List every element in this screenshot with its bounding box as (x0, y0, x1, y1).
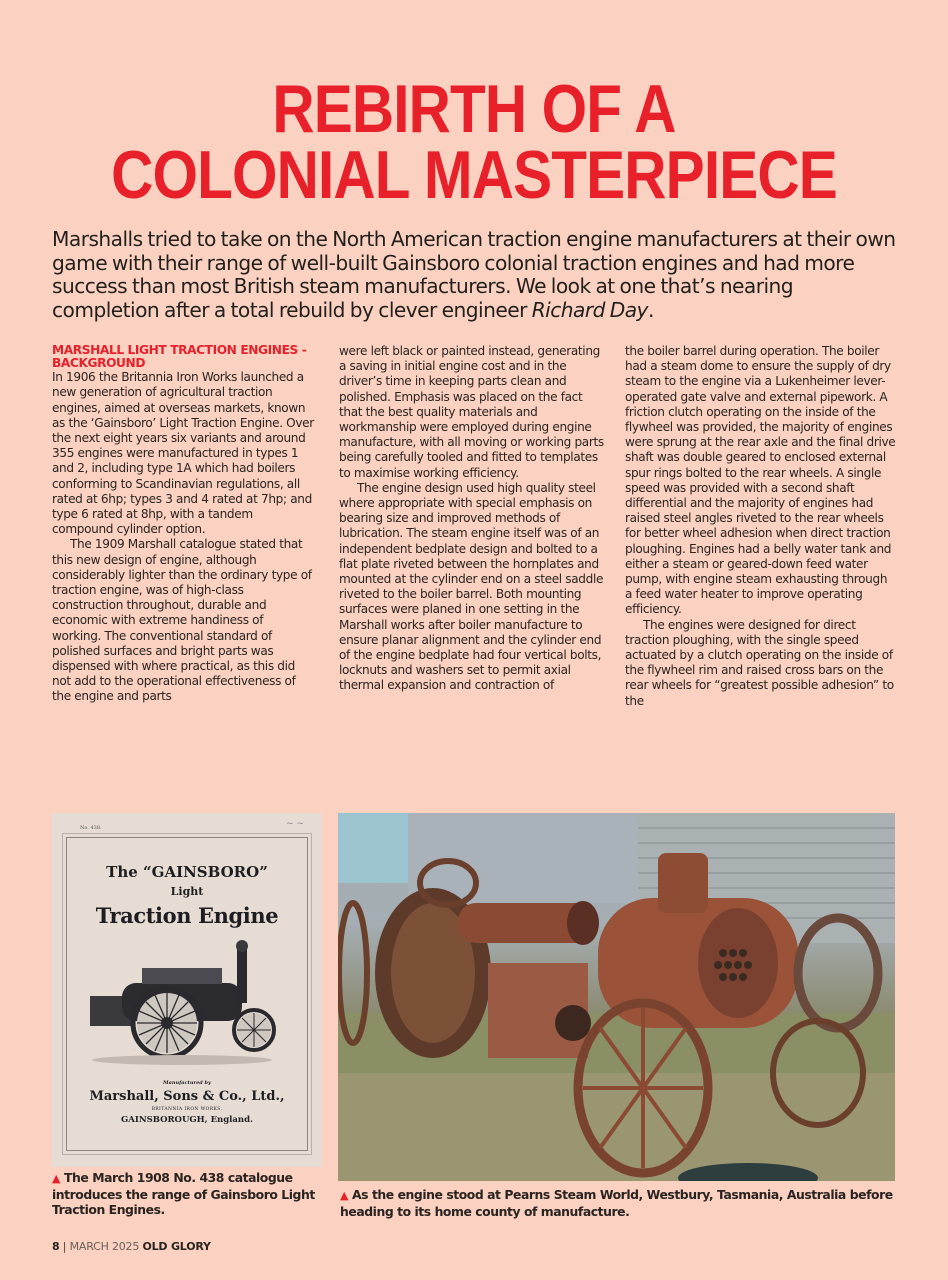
traction-engine-illustration (82, 938, 292, 1068)
rusty-engine-photo (338, 813, 895, 1181)
triangle-up-icon: ▲ (340, 1189, 349, 1202)
paragraph: The engines were designed for direct traction ploughing, with the single speed actuated by a clutch operating on the inside of the flywheel rim and raised cross bars on the rear wheels for “greatest possible adhesion” to the (625, 617, 894, 708)
footer-separator: | (62, 1240, 67, 1253)
article-column-3 (625, 344, 897, 709)
page-footer (52, 1240, 211, 1253)
page-number: 8 (52, 1240, 60, 1253)
figure-caption-1 (52, 1170, 322, 1218)
article-column-2 (339, 344, 609, 694)
author-name: Richard Day (531, 297, 648, 322)
paragraph: The 1909 Marshall catalogue stated that this new design of engine, although considerably lighter than the ordinary type of traction engine, was of high-class construction throughout, durable and economic with extreme handiness of working. The conventional standard of polished surfaces and bright parts was dispensed with where practical, as this did not add to the operational effectiveness of the engine and parts (52, 537, 312, 704)
paragraph: In 1906 the Britannia Iron Works launched a new generation of agricultural traction engines, aimed at overseas markets, known as the ‘Gainsboro’ Light Traction Engine. Over the next eight years six variants and around 355 engines were manufactured in types 1 and 2, including type 1A which had boilers conforming to Scandinavian regulations, all rated at 6hp; types 3 and 4 rated at 7hp; and type 6 rated at 8hp, with a tandem compound cylinder option. (52, 370, 314, 537)
standfirst-text: Marshalls tried to take on the North American traction engine manufacturers at their own game with their range of well-built Gainsboro colonial traction engines and had more success than most British steam manufacturers. We look at one that’s nearing completion after a total rebuild by clever engineer (52, 227, 896, 322)
catalogue-number: No. 438. (80, 825, 102, 831)
handwritten-note: ~ ~ (286, 819, 304, 829)
standfirst (52, 228, 902, 322)
publication-name: OLD GLORY (142, 1240, 211, 1253)
figure-caption-2 (340, 1187, 910, 1219)
company-name: Marshall, Sons & Co., Ltd., (89, 1089, 285, 1104)
paragraph: the boiler barrel during operation. The boiler had a steam dome to ensure the supply of dry steam to the engine via a Lukenheimer lever-operated gate valve and external pipework. A friction clutch operating on the inside of the flywheel was provided, the majority of engines were sprung at the rear axle and the final drive shaft was double geared to enclosed external spur rings bolted to the rear wheels. A single speed was provided with a second shaft differential and the majority of engines had raised steel angles riveted to the rear wheels for better wheel adhesion when direct traction ploughing. Engines had a belly water tank and either a steam or geared-down feed water pump, with engine steam exhausting through a feed water heater to improve operating efficiency. (625, 344, 896, 617)
standfirst-end: . (647, 297, 654, 322)
headline (66, 71, 881, 213)
manufactured-by: Manufactured by (163, 1080, 211, 1086)
section-heading: MARSHALL LIGHT TRACTION ENGINES - BACKGROUND (52, 343, 307, 370)
paragraph: were left black or painted instead, generating a saving in initial engine cost and in the driver’s time in keeping parts clean and polished. Emphasis was placed on the fact that the best quality materials and workmanship were employed during engine manufacture, with all moving or working parts being carefully tooled and fitted to templates to maximise working efficiency. (339, 344, 604, 480)
works-name: BRITANNIA IRON WORKS. (151, 1107, 223, 1112)
paragraph: The engine design used high quality steel where appropriate with special emphasis on bearing size and improved methods of lubrication. The steam engine itself was of an independent bedplate design and bolted to a flat plate riveted between the hornplates and mounted at the cylinder end on a steel saddle riveted to the boiler barrel. Both mounting surfaces were planed in one setting in the Marshall works after boiler manufacture to ensure planar alignment and the cylinder end of the engine bedplate had four vertical bolts, locknuts and washers set to permit axial thermal expansion and contraction of (339, 480, 604, 693)
caption-text: As the engine stood at Pearns Steam World, Westbury, Tasmania, Australia before heading to its home county of manufacture. (340, 1187, 893, 1219)
issue-date: MARCH 2025 (69, 1240, 140, 1253)
cover-title-3: Traction Engine (95, 903, 279, 928)
cover-title-1: The “GAINSBORO” (106, 863, 268, 881)
triangle-up-icon: ▲ (52, 1172, 61, 1185)
headline-line-1: REBIRTH OF A (272, 71, 676, 147)
location: GAINSBOROUGH, England. (121, 1115, 253, 1125)
engine-photo-illustration (338, 813, 895, 1181)
headline-line-2: COLONIAL MASTERPIECE (111, 137, 837, 213)
catalogue-cover-photo (52, 813, 322, 1167)
caption-text: The March 1908 No. 438 catalogue introduces the range of Gainsboro Light Traction Engines. (52, 1170, 315, 1217)
article-column-1 (52, 344, 314, 705)
cover-title-2: Light (170, 885, 204, 898)
